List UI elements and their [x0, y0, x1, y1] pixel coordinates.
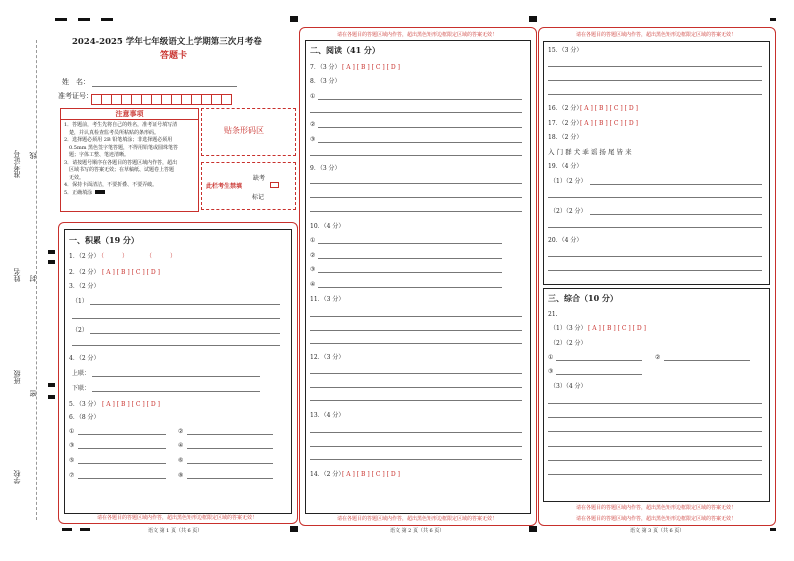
answer-line[interactable]: [310, 330, 522, 331]
option-a[interactable]: [ A ]: [342, 64, 355, 71]
fold-line: [36, 40, 37, 520]
notice-item: 区域书写的答案无效；在草稿纸、试题卷上答题: [64, 167, 175, 173]
side-mark: [48, 383, 55, 387]
q7-options[interactable]: [342, 63, 400, 72]
q9-label: 9．（3 分）: [310, 165, 341, 172]
answer-line[interactable]: [318, 287, 502, 288]
q19-sub1: （1）（2 分）: [550, 178, 587, 185]
option-d[interactable]: [ D ]: [386, 471, 400, 478]
q6-item-8: ⑧: [178, 472, 184, 479]
option-a[interactable]: [ A ]: [580, 105, 593, 112]
answer-line[interactable]: [548, 227, 762, 228]
absent-label: 此栏考生禁填: [206, 183, 243, 190]
q6-item-7: ⑦: [69, 472, 75, 479]
side-class: 班级: [13, 370, 21, 384]
option-d[interactable]: [ D ]: [632, 325, 646, 332]
answer-line[interactable]: [590, 214, 762, 215]
option-b[interactable]: [ B ]: [602, 325, 616, 332]
answer-line[interactable]: [548, 460, 762, 461]
timing-mark: [529, 16, 537, 22]
section-integration: 三、综合（10 分）: [548, 293, 618, 303]
warning-3: 请在各题目的答题区域内作答，超出黑色矩形边框限定区域的答案无效！: [575, 32, 736, 38]
q13-label: 13．（4 分）: [310, 412, 345, 419]
timing-mark: [770, 528, 776, 531]
page-subtitle: 答题卡: [160, 51, 188, 61]
option-b[interactable]: [ B ]: [594, 120, 608, 127]
q12-label: 12．（3 分）: [310, 354, 345, 361]
answer-line[interactable]: [310, 197, 522, 198]
answer-line[interactable]: [318, 142, 522, 143]
answer-line[interactable]: [548, 270, 762, 271]
warning-3c: 请在各题目的答题区域内作答，超出黑色矩形边框限定区域的答案无效！: [575, 516, 736, 522]
q18-text: 入 门 群 犬 乖 谣 扬 尾 皆 来: [548, 148, 632, 156]
option-c[interactable]: [ C ]: [609, 120, 623, 127]
warning-3b: 请在各题目的答题区域内作答，超出黑色矩形边框限定区域的答案无效！: [575, 505, 736, 511]
answer-line[interactable]: [590, 184, 762, 185]
option-b[interactable]: [ B ]: [594, 105, 608, 112]
q4-lower: 下联：: [72, 385, 91, 392]
timing-mark: [770, 18, 776, 21]
answer-line[interactable]: [310, 112, 522, 113]
option-c[interactable]: [ C ]: [371, 471, 385, 478]
timing-mark: [55, 18, 67, 21]
q19-label: 19．（4 分）: [548, 163, 583, 170]
answer-line[interactable]: [310, 343, 522, 344]
answer-line[interactable]: [318, 272, 502, 273]
q8-item-2: ②: [310, 121, 316, 128]
q3-label: 3．（2 分）: [69, 283, 100, 290]
q21-options[interactable]: [588, 324, 646, 333]
exam-no-label: 准考证号：: [58, 92, 93, 100]
answer-line[interactable]: [92, 391, 260, 392]
q10-item-3: ③: [310, 266, 316, 273]
answer-line[interactable]: [318, 99, 522, 100]
q6-item-2: ②: [178, 428, 184, 435]
absent-item: 缺考: [253, 175, 266, 182]
q1-blanks[interactable]: （ ） （ ）: [98, 253, 177, 260]
option-a[interactable]: [ A ]: [342, 471, 355, 478]
answer-line[interactable]: [548, 94, 762, 95]
answer-line[interactable]: [310, 373, 522, 374]
answer-line[interactable]: [318, 127, 522, 128]
q6-item-1: ①: [69, 428, 75, 435]
q1-label: 1．（2 分）: [69, 253, 100, 260]
option-c[interactable]: [ C ]: [371, 64, 385, 71]
answer-line[interactable]: [310, 316, 522, 317]
section-reading: 二、阅读（41 分）: [310, 45, 380, 55]
q21-item-2: ②: [655, 354, 661, 361]
warning-2: 请在各题目的答题区域内作答，超出黑色矩形边框限定区域的答案无效！: [336, 32, 497, 38]
answer-line[interactable]: [187, 463, 273, 464]
option-b[interactable]: [ B ]: [116, 401, 130, 408]
answer-line[interactable]: [310, 211, 522, 212]
q7-label: 7．（3 分）: [310, 64, 341, 71]
answer-line[interactable]: [556, 360, 642, 361]
answer-line[interactable]: [72, 345, 280, 346]
q8-label: 8．（3 分）: [310, 78, 341, 85]
q6-label: 6．（8 分）: [69, 414, 100, 421]
option-d[interactable]: [ D ]: [624, 105, 638, 112]
answer-line[interactable]: [90, 304, 280, 305]
answer-line[interactable]: [187, 448, 273, 449]
q20-label: 20．（4 分）: [548, 237, 583, 244]
side-name: 姓名: [13, 268, 21, 282]
option-c[interactable]: [ C ]: [131, 401, 145, 408]
absent-checkbox[interactable]: [270, 182, 279, 188]
q3-sub1: （1）: [72, 298, 88, 305]
answer-line[interactable]: [548, 66, 762, 67]
q2-label: 2．（2 分）: [69, 269, 100, 276]
answer-line[interactable]: [78, 463, 166, 464]
notice-item: 无效。: [64, 174, 85, 181]
option-c[interactable]: [ C ]: [617, 325, 631, 332]
q10-item-4: ④: [310, 281, 316, 288]
answer-line[interactable]: [310, 459, 522, 460]
notice-item: 题；字体工整、笔迹清晰。: [64, 152, 130, 158]
footer-page-3: 语文 第 3 页（共 6 页）: [630, 528, 685, 534]
side-exam-no: 准考证号: [13, 150, 21, 178]
q10-item-1: ①: [310, 237, 316, 244]
answer-line[interactable]: [310, 446, 522, 447]
q4-label: 4．（2 分）: [69, 355, 100, 362]
answer-line[interactable]: [310, 400, 522, 401]
option-d[interactable]: [ D ]: [386, 64, 400, 71]
timing-mark: [101, 18, 113, 21]
notice-item: 2．选择题必须用 2B 铅笔填涂；非选择题必须用: [64, 137, 173, 143]
side-mark: [48, 395, 55, 399]
option-d[interactable]: [ D ]: [624, 120, 638, 127]
q6-item-5: ⑤: [69, 457, 75, 464]
q10-label: 10．（4 分）: [310, 223, 345, 230]
answer-line[interactable]: [72, 318, 280, 319]
answer-line[interactable]: [548, 431, 762, 432]
q17-options[interactable]: [580, 119, 638, 128]
page-title: 2024-2025 学年七年级语文上学期第三次月考卷: [72, 37, 262, 47]
answer-line[interactable]: [187, 478, 273, 479]
q2-options[interactable]: [102, 268, 160, 277]
option-a[interactable]: [ A ]: [580, 120, 593, 127]
option-c[interactable]: [ C ]: [609, 105, 623, 112]
name-field[interactable]: [92, 86, 237, 87]
q16-label: 16．（2 分）: [548, 105, 583, 112]
answer-line[interactable]: [310, 155, 522, 156]
notice-item: 1．答题前，考生先将自己的姓名，准考证号填写清: [64, 122, 178, 128]
q6-item-4: ④: [178, 442, 184, 449]
notice-title: 注意事项: [61, 109, 198, 120]
timing-mark: [78, 18, 90, 21]
q4-upper: 上联：: [72, 370, 91, 377]
q8-item-3: ③: [310, 136, 316, 143]
answer-line[interactable]: [310, 432, 522, 433]
barcode-label: 贴条形码区: [224, 126, 264, 135]
q21-sub3: （3）（4 分）: [550, 383, 587, 390]
q5-label: 5．（3 分）: [69, 401, 100, 408]
q3-sub2: （2）: [72, 327, 88, 334]
answer-line[interactable]: [548, 256, 762, 257]
q16-options[interactable]: [580, 104, 638, 113]
option-d[interactable]: [ D ]: [146, 269, 160, 276]
q6-item-6: ⑥: [178, 457, 184, 464]
answer-line[interactable]: [78, 478, 166, 479]
option-b[interactable]: [ B ]: [356, 64, 370, 71]
q21-sub1: （1）（3 分）: [550, 325, 587, 332]
option-a[interactable]: [ A ]: [588, 325, 601, 332]
q8-item-1: ①: [310, 93, 316, 100]
option-d[interactable]: [ D ]: [146, 401, 160, 408]
answer-line[interactable]: [310, 183, 522, 184]
q18-label: 18．（2 分）: [548, 134, 583, 141]
answer-line[interactable]: [548, 417, 762, 418]
answer-line[interactable]: [92, 376, 260, 377]
answer-line[interactable]: [310, 387, 522, 388]
notice-item: 楚，并认真检查监考员所粘贴的条形码。: [64, 129, 160, 136]
filled-example: [95, 190, 105, 194]
answer-line[interactable]: [78, 434, 166, 435]
side-school: 学校: [13, 470, 21, 484]
answer-line[interactable]: [78, 448, 166, 449]
footer-page-1: 语文 第 1 页（共 6 页）: [148, 528, 203, 534]
side-secret: 密: [29, 390, 37, 397]
exam-no-field[interactable]: [92, 90, 242, 101]
q5-options[interactable]: [102, 400, 160, 409]
answer-line[interactable]: [548, 80, 762, 81]
absent-mark: 标记: [252, 194, 265, 201]
side-mark: [48, 250, 55, 254]
answer-inner-3b: [543, 288, 770, 502]
option-a[interactable]: [ A ]: [102, 269, 115, 276]
section-accumulation: 一、积累（19 分）: [69, 235, 139, 245]
notice-item: 4．保持卡面清洁，不要折叠、不要弄破。: [64, 182, 158, 188]
answer-line[interactable]: [548, 446, 762, 447]
q6-item-3: ③: [69, 442, 75, 449]
timing-mark: [529, 526, 537, 532]
notice-box: [60, 108, 199, 212]
q14-label: 14．（2 分）: [310, 471, 345, 478]
answer-line[interactable]: [548, 403, 762, 404]
answer-line[interactable]: [548, 474, 762, 475]
notice-item: 0.5mm 黑色签字笔答题，不得用铅笔或圆珠笔答: [64, 144, 179, 151]
warning-2b: 请在各题目的答题区域内作答，超出黑色矩形边框限定区域的答案无效！: [336, 516, 497, 522]
option-a[interactable]: [ A ]: [102, 401, 115, 408]
footer-page-2: 语文 第 2 页（共 6 页）: [390, 528, 445, 534]
answer-line[interactable]: [318, 258, 502, 259]
q14-options[interactable]: [342, 470, 400, 479]
timing-mark: [80, 528, 90, 531]
q10-item-2: ②: [310, 252, 316, 259]
option-b[interactable]: [ B ]: [116, 269, 130, 276]
answer-line[interactable]: [318, 243, 502, 244]
side-mark: [48, 260, 55, 264]
option-b[interactable]: [ B ]: [356, 471, 370, 478]
q21-label: 21.: [548, 311, 558, 318]
answer-line[interactable]: [548, 197, 762, 198]
answer-line[interactable]: [90, 333, 280, 334]
notice-item: 3．请按题号顺序在各题目的答题区域内作答，超出: [64, 159, 178, 166]
answer-line[interactable]: [664, 360, 750, 361]
answer-line[interactable]: [556, 374, 642, 375]
q17-label: 17．（2 分）: [548, 120, 583, 127]
timing-mark: [62, 528, 72, 531]
side-seal: 封: [29, 275, 37, 282]
q11-label: 11．（3 分）: [310, 296, 345, 303]
notice-fill: 5．正确填涂: [64, 190, 195, 198]
side-line: 线: [29, 152, 37, 159]
q21-item-3: ③: [548, 368, 554, 375]
q21-item-1: ①: [548, 354, 554, 361]
q15-label: 15．（3 分）: [548, 47, 583, 54]
warning-1: 请在各题目的答题区域内作答，超出黑色矩形边框限定区域的答案无效！: [96, 515, 257, 521]
answer-line[interactable]: [187, 434, 273, 435]
option-c[interactable]: [ C ]: [131, 269, 145, 276]
name-label: 姓 名：: [62, 78, 90, 86]
timing-mark: [290, 526, 298, 532]
q21-sub2: （2）（2 分）: [550, 340, 587, 347]
timing-mark: [290, 16, 298, 22]
q19-sub2: （2）（2 分）: [550, 208, 587, 215]
